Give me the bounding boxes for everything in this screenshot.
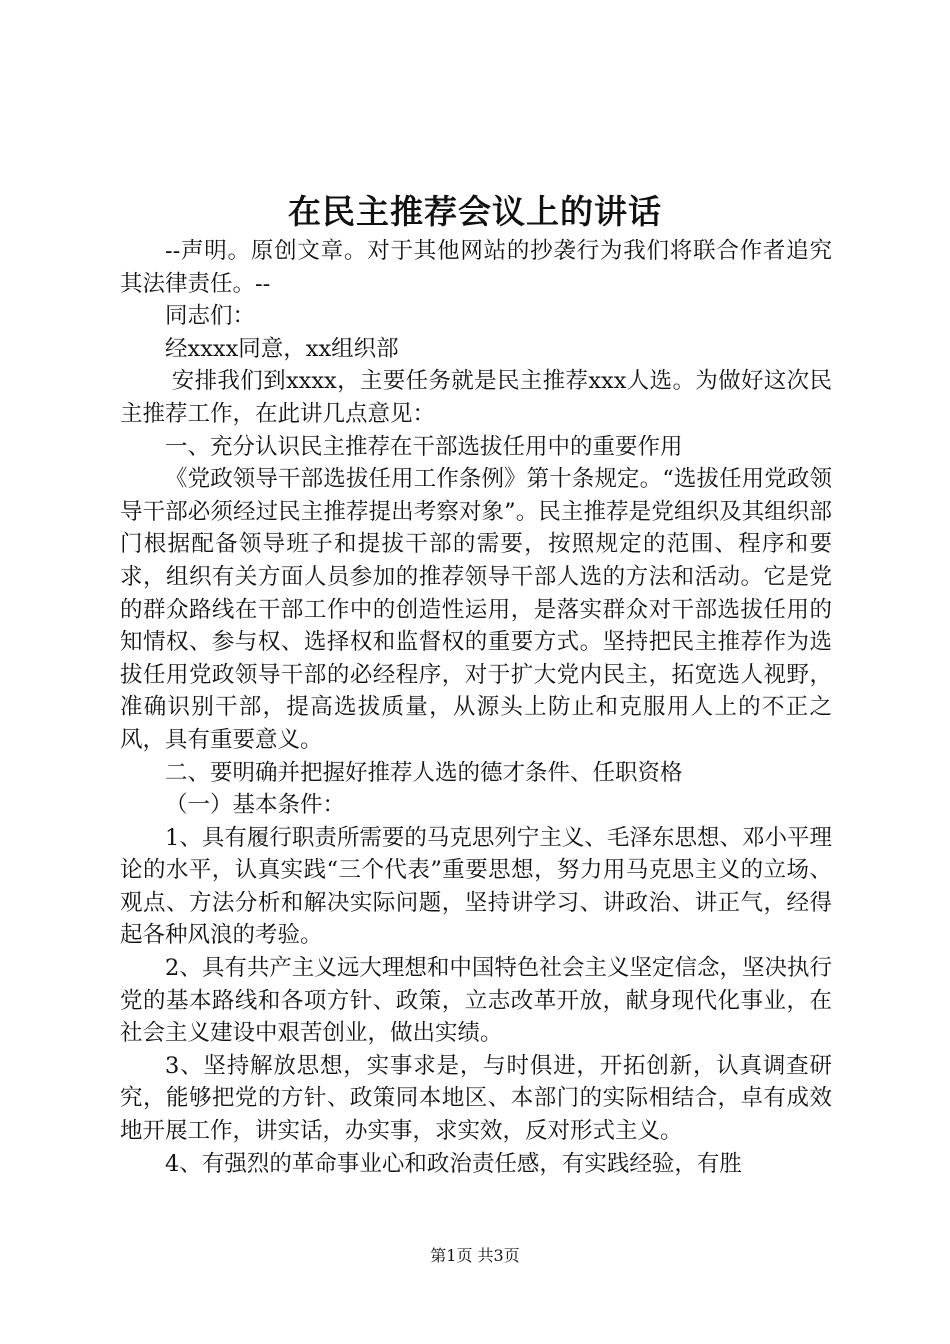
list-item-1: 1、具有履行职责所需要的马克思列宁主义、毛泽东思想、邓小平理论的水平，认真实践“三个代表”重要思想，努力用马克思主义的立场、观点、方法分析和解决实际问题，坚持讲学习、讲政治、讲正气，经得起各种风浪的考验。	[120, 824, 832, 949]
paragraph-arrangement: 安排我们到xxxx，主要任务就是民主推荐xxx人选。为做好这次民主推荐工作，在此讲几点意见：	[120, 368, 832, 427]
list-item-3: 3、坚持解放思想，实事求是，与时俱进，开拓创新，认真调查研究，能够把党的方针、政策同本地区、本部门的实际相结合，卓有成效地开展工作，讲实话，办实事，求实效，反对形式主义。	[120, 1052, 832, 1145]
section-heading-1: 一、充分认识民主推荐在干部选拔任用中的重要作用	[165, 433, 683, 460]
list-item-4: 4、有强烈的革命事业心和政治责任感，有实践经验，有胜	[165, 1150, 742, 1177]
document-title: 在民主推荐会议上的讲话	[288, 192, 662, 231]
paragraph-approval: 经xxxx同意，xx组织部	[165, 335, 399, 362]
paragraph-statement: --声明。原创文章。对于其他网站的抄袭行为我们将联合作者追究其法律责任。--	[120, 238, 832, 297]
page-footer: 第1页 共3页	[430, 1246, 520, 1265]
list-item-2: 2、具有共产主义远大理想和中国特色社会主义坚定信念，坚决执行党的基本路线和各项方针、政策，立志改革开放，献身现代化事业，在社会主义建设中艰苦创业，做出实绩。	[120, 955, 832, 1047]
paragraph-regulation: 《党政领导干部选拔任用工作条例》第十条规定。“选拔任用党政领导干部必须经过民主推荐提出考察对象”。民主推荐是党组织及其组织部门根据配备领导班子和提拔干部的需要，按照规定的范围、程序和要求，组织有关方面人员参加的推荐领导干部人选的方法和活动。它是党的群众路线在干部工作中的创造性运用，是落实群众对干部选拔任用的知情权、参与权、选择权和监督权的重要方式。坚持把民主推荐作为选拔任用党政领导干部的必经程序，对于扩大党内民主，拓宽选人视野，准确识别干部，提高选拔质量，从源头上防止和克服用人上的不正之风，具有重要意义。	[120, 466, 832, 753]
document-body	[120, 235, 832, 1180]
subsection-heading-basic-conditions: （一）基本条件：	[165, 792, 346, 819]
section-heading-2: 二、要明确并把握好推荐人选的德才条件、任职资格	[165, 759, 683, 786]
paragraph-salutation: 同志们：	[165, 303, 256, 330]
